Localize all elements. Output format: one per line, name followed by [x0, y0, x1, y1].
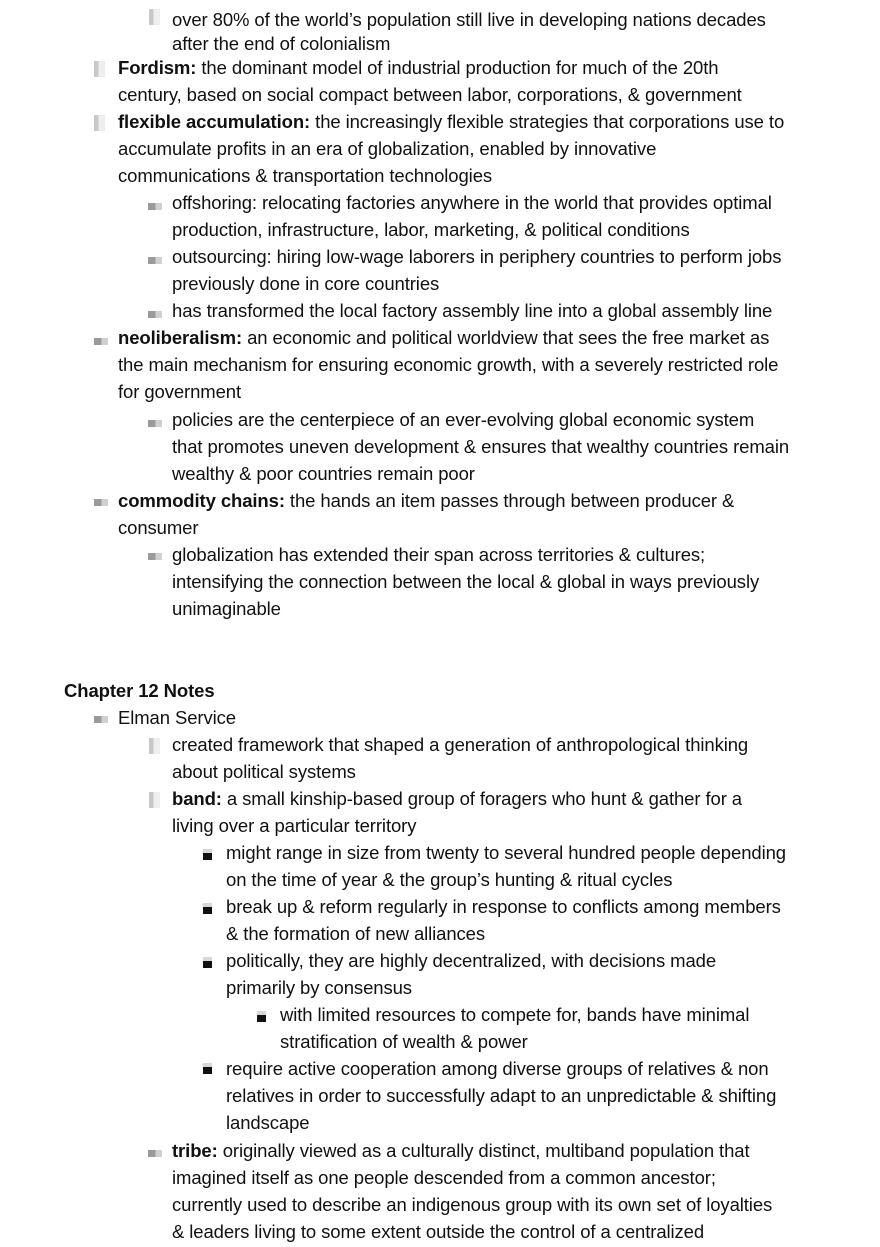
- note-line: & the formation of new alliances: [226, 923, 486, 944]
- note-line: tribe: originally viewed as a culturally distinct, multiband population that: [172, 1140, 750, 1161]
- note-line: globalization has extended their span across territories & cultures;: [172, 544, 706, 565]
- bullet-icon: [203, 957, 212, 968]
- bullet-icon: [148, 553, 162, 560]
- bullet-icon: [94, 338, 108, 345]
- note-line: stratification of wealth & power: [280, 1031, 528, 1052]
- note-line: primarily by consensus: [226, 977, 412, 998]
- note-line: policies are the centerpiece of an ever-evolving global economic system: [172, 409, 755, 430]
- note-line: with limited resources to compete for, bands have minimal: [280, 1004, 750, 1025]
- bullet-icon: [149, 9, 160, 25]
- note-line: neoliberalism: an economic and political worldview that sees the free market as: [118, 327, 770, 348]
- note-line: currently used to describe an indigenous group with its own set of loyalties: [172, 1194, 773, 1215]
- bullet-icon: [149, 792, 160, 808]
- note-line: Elman Service: [118, 707, 236, 728]
- note-line: band: a small kinship-based group of foragers who hunt & gather for a: [172, 788, 742, 809]
- note-line: commodity chains: the hands an item passes through between producer &: [118, 490, 735, 511]
- note-line: wealthy & poor countries remain poor: [172, 463, 475, 484]
- term: neoliberalism:: [118, 327, 243, 348]
- note-line: over 80% of the world’s population still live in developing nations decades: [172, 9, 766, 30]
- note-line: unimaginable: [172, 598, 281, 619]
- note-line: previously done in core countries: [172, 273, 440, 294]
- note-line: intensifying the connection between the local & global in ways previously: [172, 571, 760, 592]
- bullet-icon: [257, 1011, 266, 1022]
- bullet-icon: [148, 203, 162, 210]
- note-line: flexible accumulation: the increasingly flexible strategies that corporations use to: [118, 111, 785, 132]
- note-line: outsourcing: hiring low-wage laborers in periphery countries to perform jobs: [172, 246, 782, 267]
- note-line: after the end of colonialism: [172, 33, 391, 54]
- note-line: that promotes uneven development & ensures that wealthy countries remain: [172, 436, 790, 457]
- bullet-icon: [148, 311, 162, 318]
- note-line: landscape: [226, 1112, 310, 1133]
- bullet-icon: [149, 738, 160, 754]
- note-line: break up & reform regularly in response to conflicts among members: [226, 896, 781, 917]
- bullet-icon: [148, 257, 162, 264]
- note-line: & leaders living to some extent outside the control of a centralized: [172, 1221, 705, 1242]
- note-line: imagined itself as one people descended from a common ancestor;: [172, 1167, 716, 1188]
- note-line: politically, they are highly decentralized, with decisions made: [226, 950, 717, 971]
- bullet-icon: [203, 903, 212, 914]
- note-line: communications & transportation technologies: [118, 165, 493, 186]
- term: tribe:: [172, 1140, 218, 1161]
- bullet-icon: [203, 1063, 212, 1074]
- term: flexible accumulation:: [118, 111, 311, 132]
- term: Fordism:: [118, 57, 197, 78]
- term: commodity chains:: [118, 490, 285, 511]
- bullet-icon: [94, 115, 105, 131]
- term: band:: [172, 788, 222, 809]
- note-line: about political systems: [172, 761, 356, 782]
- bullet-icon: [94, 716, 108, 723]
- note-line: offshoring: relocating factories anywhere in the world that provides optimal: [172, 192, 772, 213]
- note-line: century, based on social compact between labor, corporations, & government: [118, 84, 742, 105]
- note-line: on the time of year & the group’s hunting & ritual cycles: [226, 869, 673, 890]
- bullet-icon: [148, 1150, 162, 1157]
- bullet-icon: [94, 499, 108, 506]
- section-heading: Chapter 12 Notes: [64, 680, 215, 701]
- note-line: for government: [118, 381, 242, 402]
- note-line: relatives in order to successfully adapt to an unpredictable & shifting: [226, 1085, 777, 1106]
- note-line: production, infrastructure, labor, marketing, & political conditions: [172, 219, 690, 240]
- note-line: consumer: [118, 517, 199, 538]
- note-line: the main mechanism for ensuring economic growth, with a severely restricted role: [118, 354, 779, 375]
- note-line: might range in size from twenty to several hundred people depending: [226, 842, 786, 863]
- bullet-icon: [203, 849, 212, 860]
- note-line: accumulate profits in an era of globalization, enabled by innovative: [118, 138, 657, 159]
- bullet-icon: [94, 61, 105, 77]
- note-line: require active cooperation among diverse groups of relatives & non: [226, 1058, 769, 1079]
- bullet-icon: [148, 420, 162, 427]
- note-line: living over a particular territory: [172, 815, 417, 836]
- note-line: has transformed the local factory assembly line into a global assembly line: [172, 300, 773, 321]
- note-line: created framework that shaped a generation of anthropological thinking: [172, 734, 749, 755]
- note-line: Fordism: the dominant model of industrial production for much of the 20th: [118, 57, 719, 78]
